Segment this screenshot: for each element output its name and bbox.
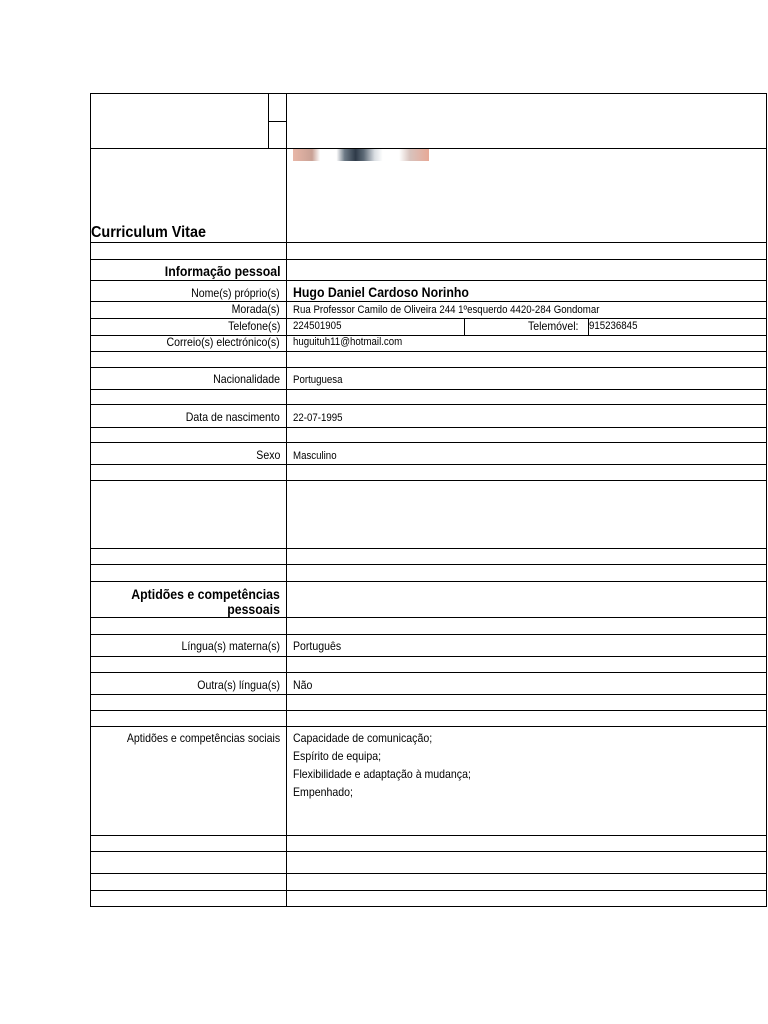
mobile-label: Telemóvel: [528, 319, 579, 333]
sex-label: Sexo [255, 448, 280, 462]
address-label: Morada(s) [231, 302, 280, 316]
social-skill-item: Espírito de equipa; [293, 749, 382, 763]
birth-date-label: Data de nascimento [186, 410, 280, 424]
name-value: Hugo Daniel Cardoso Norinho [293, 284, 469, 300]
name-label: Nome(s) próprio(s) [191, 286, 280, 300]
phone-value: 224501905 [293, 320, 342, 332]
sex-value: Masculino [293, 450, 337, 462]
other-languages-label: Outra(s) língua(s) [197, 678, 280, 692]
mother-tongue-label: Língua(s) materna(s) [181, 639, 280, 653]
nationality-label: Nacionalidade [213, 372, 280, 386]
page-title: Curriculum Vitae [91, 224, 206, 241]
email-label: Correio(s) electrónico(s) [166, 335, 280, 349]
section-skills-line2: pessoais [227, 601, 280, 617]
section-personal-info: Informação pessoal [164, 263, 280, 279]
email-value: huguituh11@hotmail.com [293, 336, 403, 348]
section-skills-line1: Aptidões e competências [131, 586, 280, 602]
other-languages-value: Não [293, 678, 313, 692]
social-skills-label: Aptidões e competências sociais [126, 731, 280, 745]
mother-tongue-value: Português [293, 639, 342, 653]
address-value: Rua Professor Camilo de Oliveira 244 1ºesquerdo 4420-284 Gondomar [293, 304, 600, 316]
social-skill-item: Flexibilidade e adaptação à mudança; [293, 767, 471, 781]
phone-label: Telefone(s) [227, 319, 280, 333]
birth-date-value: 22-07-1995 [293, 412, 343, 424]
mobile-value: 915236845 [589, 320, 638, 332]
social-skill-item: Capacidade de comunicação; [293, 731, 433, 745]
nationality-value: Portuguesa [293, 374, 343, 386]
profile-photo [293, 149, 429, 161]
social-skill-item: Empenhado; [293, 785, 353, 799]
